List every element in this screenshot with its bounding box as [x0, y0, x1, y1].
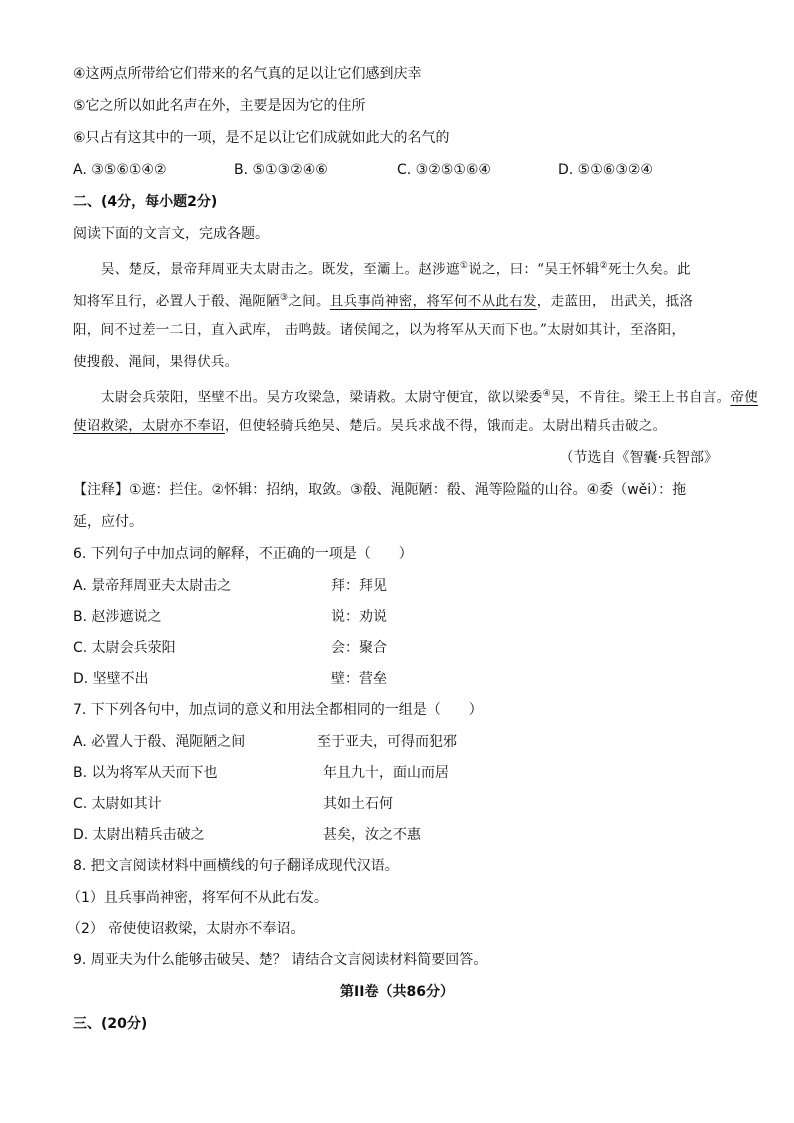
q7-option-b: B. 以为将军从天而下也 [73, 765, 218, 781]
q9-stem: 9. 周亚夫为什么能够击破吴、楚？ 请结合文言阅读材料简要回答。 [73, 952, 488, 968]
q7-option-a-pair: 至于亚夫，可得而犯邪 [317, 734, 457, 750]
q5-option-d: D. ⑤①⑥③②④ [558, 162, 653, 178]
section-three-heading: 三、(20分) [73, 1016, 148, 1032]
q7-option-c: C. 太尉如其计 [73, 796, 162, 812]
passage-p1-line4: 使搜殽、渑间，果得伏兵。 [73, 354, 239, 370]
q6-option-d: D. 坚壁不出 [73, 671, 149, 687]
q6-option-a: A. 景帝拜周亚夫太尉击之 [73, 578, 232, 594]
q6-option-b: B. 赵涉遮说之 [73, 609, 162, 625]
q6-option-c-gloss: 会：聚合 [331, 640, 387, 656]
passage-p1-line1: 吴、楚反，景帝拜周亚夫太尉击之。既发，至灞上。赵涉遮①说之，曰：“吴王怀辑②死士久矣。此 [101, 261, 691, 278]
q7-option-b-pair: 年且九十，面山而居 [323, 765, 449, 781]
q8-stem: 8. 把文言阅读材料中画横线的句子翻译成现代汉语。 [73, 858, 399, 874]
passage-p1-line3: 阳，间不过差一二日，直入武库， 击鸣鼓。诸侯闻之，以为将军从天而下也。”太尉如其计，至洛阳， [73, 322, 686, 338]
section-two-heading: 二、(4分，每小题2分) [73, 194, 218, 210]
q6-option-b-gloss: 说：劝说 [331, 609, 387, 625]
passage-p2-line2: 使诏救梁，太尉亦不奉诏，但使轻骑兵绝吴、楚后。吴兵求战不得，饿而走。太尉出精兵击破之。 [73, 418, 667, 434]
underlined-sentence-1: 且兵事尚神密，将军何不从此右发 [329, 293, 537, 310]
q8-sentence-1: （1）且兵事尚神密，将军何不从此右发。 [67, 890, 328, 906]
q7-option-d-pair: 甚矣，汝之不惠 [323, 827, 421, 843]
q7-option-a: A. 必置人于殽、渑阨陋之间 [73, 734, 246, 750]
q5-option-c: C. ③②⑤①⑥④ [397, 162, 491, 178]
notes-line1: 【注释】①遮：拦住。②怀辑：招纳，取敛。③殽、渑阨陋：殽、渑等险隘的山谷。④委（wěi）：拖 [73, 482, 687, 498]
q7-option-c-pair: 其如土石何 [323, 796, 393, 812]
passage-p2-line1: 太尉会兵荥阳，坚壁不出。吴方攻梁急，梁请救。太尉守便宜，欲以梁委④吴，不肯往。梁王上书自言。帝使 [101, 389, 758, 406]
q7-option-d: D. 太尉出精兵击破之 [73, 827, 205, 843]
passage-source: （节选自《智囊·兵智部》 [559, 450, 718, 466]
q6-option-d-gloss: 壁：营垒 [331, 671, 387, 687]
reading-instruction: 阅读下面的文言文，完成各题。 [73, 226, 269, 242]
q6-option-a-gloss: 拜：拜见 [331, 578, 387, 594]
q7-stem: 7. 下下列各句中，加点词的意义和用法全都相同的一组是（ ） [73, 702, 483, 718]
sentence-item-6: ⑥只占有这其中的一项，是不足以让它们成就如此大的名气的 [73, 130, 450, 146]
part-two-title: 第II卷（共86分） [340, 984, 454, 1000]
passage-p1-line2: 知将军且行，必置人于殽、渑阨陋③之间。且兵事尚神密，将军何不从此右发，走蓝田， 出武关，抵洛 [73, 293, 694, 310]
underlined-sentence-2b: 使诏救梁，太尉亦不奉诏 [73, 418, 225, 434]
q6-option-c: C. 太尉会兵荥阳 [73, 640, 176, 656]
q5-option-b: B. ⑤①③②④⑥ [234, 162, 328, 178]
underlined-sentence-2a: 帝使 [730, 389, 758, 406]
q6-stem: 6. 下列句子中加点词的解释，不正确的一项是（ ） [73, 546, 413, 562]
notes-line2: 延，应付。 [73, 514, 143, 530]
q8-sentence-2: （2） 帝使使诏救梁，太尉亦不奉诏。 [67, 921, 305, 937]
sentence-item-4: ④这两点所带给它们带来的名气真的足以让它们感到庆幸 [73, 66, 422, 82]
sentence-item-5: ⑤它之所以如此名声在外，主要是因为它的住所 [73, 98, 366, 114]
q5-option-a: A. ③⑤⑥①④② [73, 162, 167, 178]
